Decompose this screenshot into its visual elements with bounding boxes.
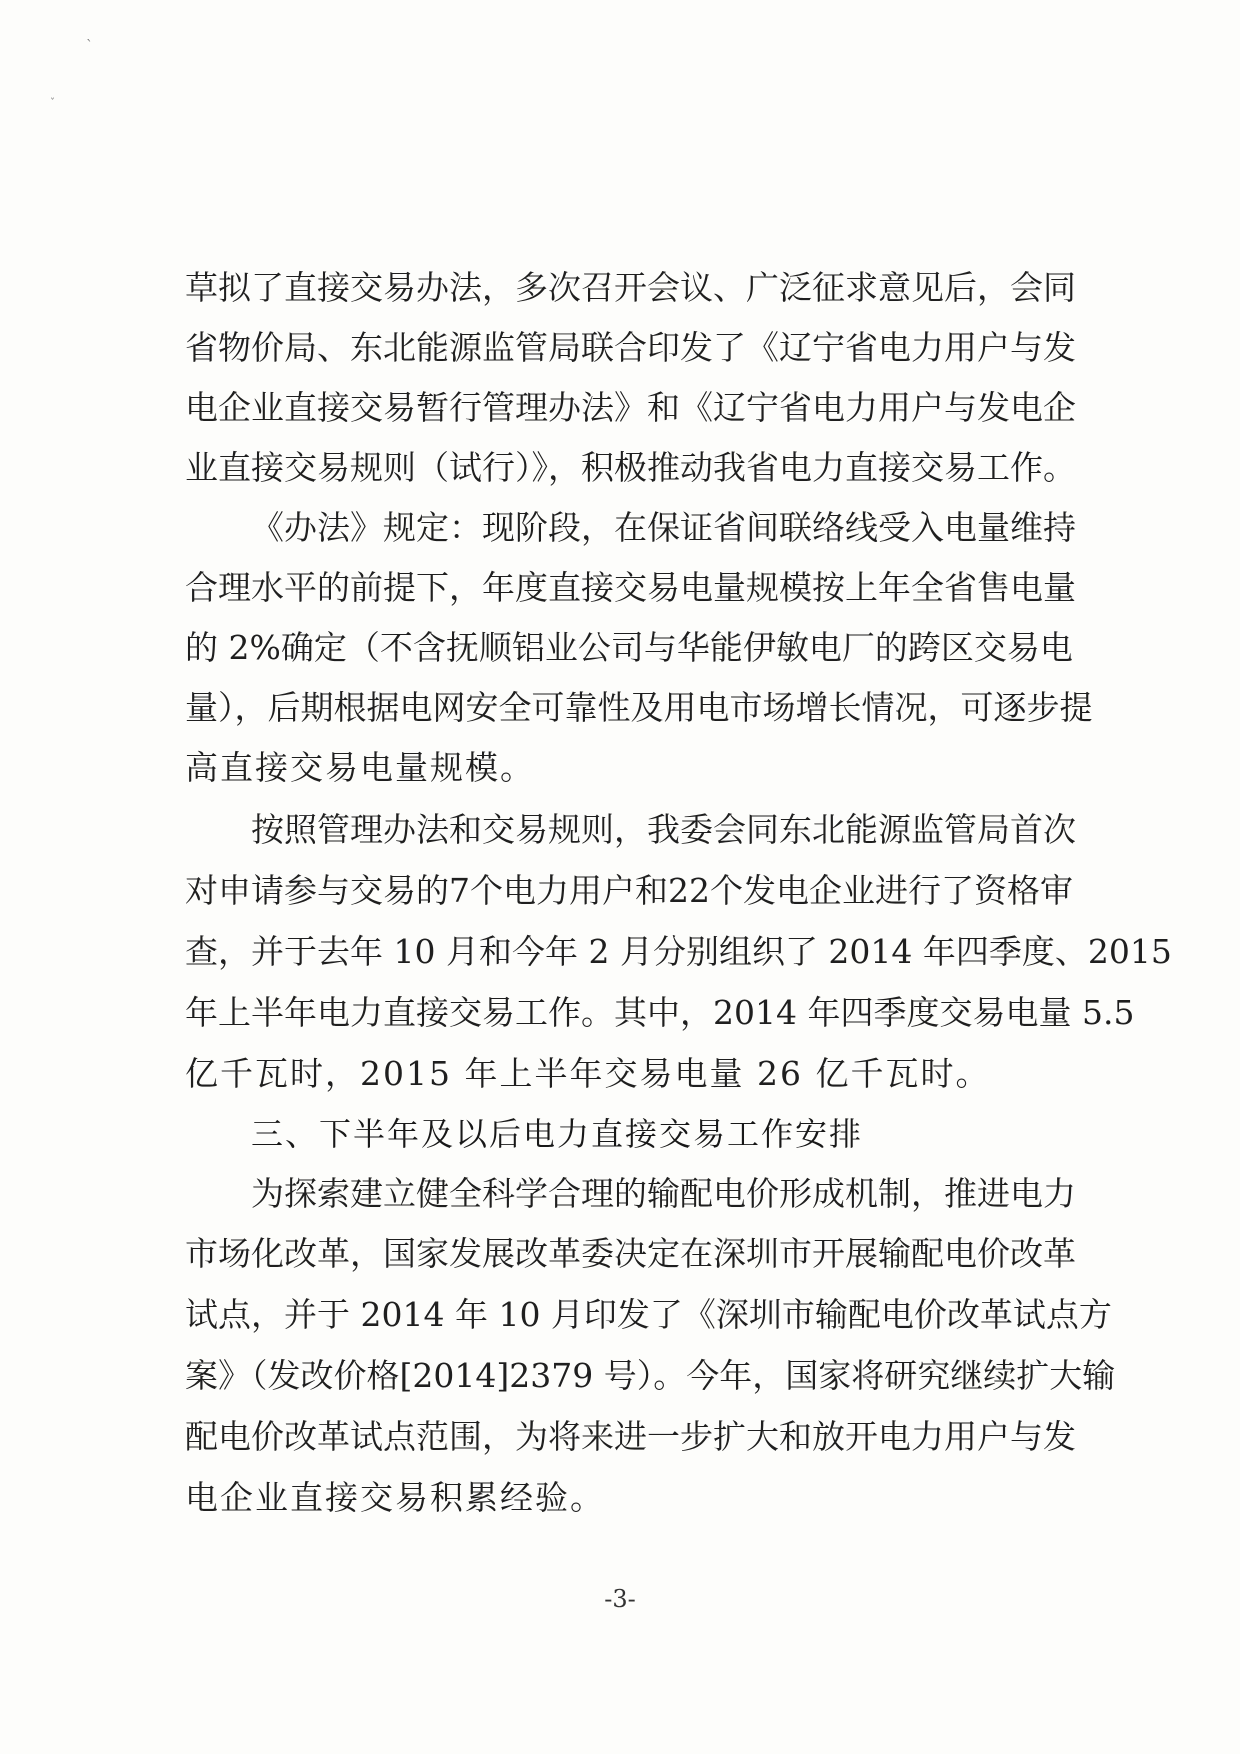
scan-speck: `	[86, 38, 93, 54]
paragraph-line: 《办法》规定：现阶段，在保证省间联络线受入电量维持	[251, 508, 1076, 547]
page-number: -3-	[604, 1585, 636, 1613]
paragraph-line: 按照管理办法和交易规则，我委会同东北能源监管局首次	[251, 810, 1076, 849]
paragraph-line: 省物价局、东北能源监管局联合印发了《辽宁省电力用户与发	[185, 328, 1076, 367]
paragraph-line: 草拟了直接交易办法，多次召开会议、广泛征求意见后，会同	[185, 268, 1076, 307]
paragraph-line: 高直接交易电量规模。	[185, 748, 535, 787]
paragraph-line: 电企业直接交易暂行管理办法》和《辽宁省电力用户与发电企	[185, 388, 1076, 427]
paragraph-line: 亿千瓦时，2015 年上半年交易电量 26 亿千瓦时。	[185, 1054, 991, 1093]
paragraph-line: 查，并于去年 10 月和今年 2 月分别组织了 2014 年四季度、2015	[185, 932, 1172, 971]
scan-speck: ˇ	[50, 98, 55, 109]
section-heading: 三、下半年及以后电力直接交易工作安排	[251, 1115, 864, 1153]
paragraph-line: 电企业直接交易积累经验。	[185, 1478, 605, 1517]
paragraph-line: 配电价改革试点范围，为将来进一步扩大和放开电力用户与发	[185, 1417, 1076, 1456]
paragraph-line: 年上半年电力直接交易工作。其中，2014 年四季度交易电量 5.5	[185, 993, 1135, 1032]
paragraph-line: 的 2%确定（不含抚顺铝业公司与华能伊敏电厂的跨区交易电	[185, 628, 1073, 667]
paragraph-line: 试点，并于 2014 年 10 月印发了《深圳市输配电价改革试点方	[185, 1295, 1112, 1334]
paragraph-line: 案》（发改价格[2014]2379 号）。今年，国家将研究继续扩大输	[185, 1356, 1116, 1395]
paragraph-line: 对申请参与交易的7个电力用户和22个发电企业进行了资格审	[185, 871, 1073, 910]
paragraph-line: 为探索建立健全科学合理的输配电价形成机制，推进电力	[251, 1174, 1076, 1213]
paragraph-line: 量），后期根据电网安全可靠性及用电市场增长情况，可逐步提	[185, 688, 1093, 727]
paragraph-line: 业直接交易规则（试行）》，积极推动我省电力直接交易工作。	[185, 448, 1076, 487]
paragraph-line: 市场化改革，国家发展改革委决定在深圳市开展输配电价改革	[185, 1234, 1076, 1273]
paragraph-line: 合理水平的前提下，年度直接交易电量规模按上年全省售电量	[185, 568, 1076, 607]
